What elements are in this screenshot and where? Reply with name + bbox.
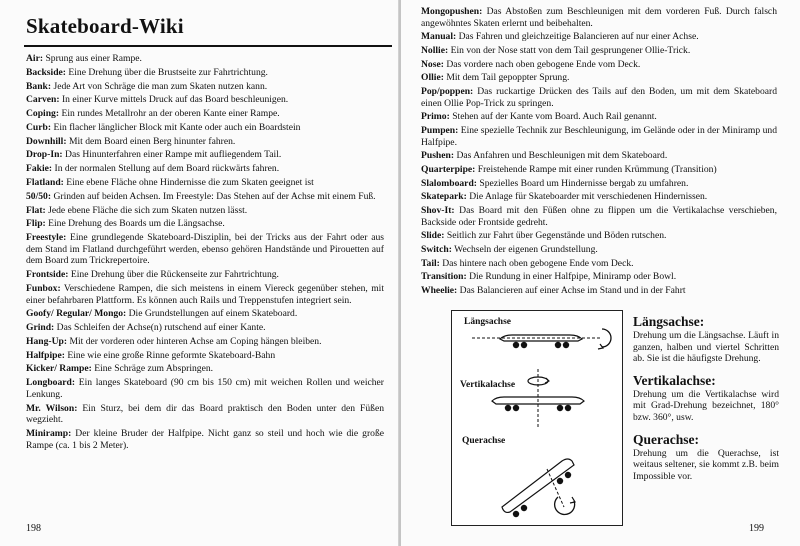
glossary-term: Coping: <box>26 108 60 120</box>
glossary-definition: Mit der vorderen oder hinteren Achse am Coping hängen bleiben. <box>69 335 322 347</box>
glossary-entry <box>26 283 384 306</box>
axis-text-vertical: Drehung um die Vertikalachse wird mit Grad-Drehung bezeichnet, 180° bzw. 360°, usw. <box>633 388 779 423</box>
glossary-term: Halfpipe: <box>26 349 65 361</box>
glossary-definition: Eine Drehung über die Rückenseite zur Fahrtrichtung. <box>70 269 279 281</box>
glossary-term: Funbox: <box>26 282 61 294</box>
longitudinal-axis-drawing <box>472 329 611 349</box>
glossary-term: Longboard: <box>26 377 76 389</box>
glossary-term: Frontside: <box>26 269 69 281</box>
rotation-axes-figure <box>451 310 623 526</box>
glossary-entry <box>421 164 777 176</box>
glossary-definition: Das Abstoßen zum Beschleunigen mit dem vorderen Fuß. Durch falsch angewöhntes Skaten erlernt und beibehalten. <box>421 6 777 29</box>
glossary-entry <box>421 31 777 43</box>
glossary-left <box>26 53 384 453</box>
glossary-entry <box>26 149 384 161</box>
glossary-term: Freestyle: <box>26 232 67 244</box>
glossary-definition: Eine Drehung des Boards um die Längsachse. <box>48 218 225 230</box>
glossary-entry <box>26 377 384 400</box>
glossary-entry <box>26 81 384 93</box>
glossary-definition: Das Hinunterfahren einer Rampe mit aufliegendem Tail. <box>65 149 282 161</box>
glossary-definition: Das ruckartige Drücken des Tails auf den Boden, um mit dem Skateboard einen Ollie Pop-Trick zu springen. <box>421 86 778 109</box>
glossary-entry <box>26 403 384 426</box>
glossary-entry <box>421 125 777 148</box>
glossary-definition: Eine spezielle Technik zur Beschleunigung, im Gelände oder in der Miniramp und Halfpipe. <box>421 125 777 148</box>
glossary-term: Slide: <box>421 230 445 242</box>
glossary-entry <box>26 322 384 334</box>
glossary-entry <box>26 205 384 217</box>
glossary-definition: Das Board mit den Füßen ohne zu flippen um die Vertikalachse verschieben, Backside oder Frontside gedreht. <box>421 205 777 228</box>
glossary-entry <box>26 94 384 106</box>
title-rule <box>24 45 392 47</box>
glossary-entry <box>26 363 384 375</box>
glossary-term: Backside: <box>26 66 66 78</box>
glossary-term: 50/50: <box>26 190 52 202</box>
glossary-definition: Ein flacher länglicher Block mit Kante oder auch ein Boardstein <box>53 121 301 133</box>
page-number-left: 198 <box>26 523 41 534</box>
glossary-entry <box>26 232 384 267</box>
glossary-entry <box>26 122 384 134</box>
glossary-definition: Mit dem Board einen Berg hinunter fahren. <box>68 135 236 147</box>
glossary-term: Kicker/ Rampe: <box>26 363 92 375</box>
glossary-term: Manual: <box>421 31 457 43</box>
glossary-definition: In der normalen Stellung auf dem Board rückwärts fahren. <box>54 163 280 175</box>
glossary-definition: Das Fahren und gleichzeitige Balancieren auf nur einer Achse. <box>458 31 699 43</box>
glossary-term: Air: <box>26 53 44 64</box>
glossary-term: Mr. Wilson: <box>26 402 78 414</box>
glossary-definition: Das Balancieren auf einer Achse im Stand und in der Fahrt <box>459 285 686 297</box>
glossary-term: Fakie: <box>26 163 53 175</box>
glossary-definition: Das hintere nach oben gebogene Ende vom Deck. <box>442 257 634 269</box>
glossary-entry <box>421 205 777 228</box>
glossary-definition: Eine grundlegende Skateboard-Disziplin, bei der Tricks aus der Fahrt oder aus dem Stand im Flatland durchgeführt werden, ebenso gehören Handstände und Pirouetten auf dem Board zum Trickrepertoire. <box>26 232 384 267</box>
glossary-term: Flip: <box>26 218 46 230</box>
axis-block-longitudinal <box>633 314 779 365</box>
right-page <box>401 0 800 546</box>
transverse-axis-drawing <box>502 459 575 517</box>
glossary-definition: Seitlich zur Fahrt über Gegenstände und Böden rutschen. <box>446 230 667 242</box>
glossary-term: Tail: <box>421 257 440 269</box>
glossary-definition: Die Anlage für Skateboarder mit verschiedenen Hindernissen. <box>469 191 708 203</box>
glossary-term: Skatepark: <box>421 191 467 203</box>
glossary-term: Transition: <box>421 271 467 283</box>
glossary-definition: Das vordere nach oben gebogene Ende vom Deck. <box>446 58 641 70</box>
glossary-term: Nollie: <box>421 44 449 56</box>
glossary-definition: Stehen auf der Kante vom Board. Auch Rail genannt. <box>452 111 657 123</box>
page-title: Skateboard-Wiki <box>26 14 184 38</box>
glossary-definition: Freistehende Rampe mit einer runden Krümmung (Transition) <box>477 163 717 175</box>
glossary-term: Bank: <box>26 80 52 92</box>
glossary-term: Hang-Up: <box>26 335 68 347</box>
glossary-entry <box>421 45 777 57</box>
glossary-term: Pushen: <box>421 150 455 162</box>
glossary-term: Ollie: <box>421 72 444 84</box>
glossary-entry <box>26 350 384 362</box>
glossary-entry <box>26 67 384 79</box>
axis-block-vertical <box>633 373 779 424</box>
glossary-term: Nose: <box>421 58 444 70</box>
glossary-term: Miniramp: <box>26 427 72 439</box>
glossary-term: Pumpen: <box>421 125 459 136</box>
glossary-term: Downhill: <box>26 135 67 147</box>
glossary-term: Mongopushen: <box>421 6 483 17</box>
glossary-definition: Eine Schräge zum Abspringen. <box>94 363 214 375</box>
glossary-definition: Das Anfahren und Beschleunigen mit dem Skateboard. <box>456 150 668 162</box>
glossary-term: Wheelie: <box>421 285 458 297</box>
glossary-definition: Sprung aus einer Rampe. <box>45 53 142 64</box>
glossary-entry <box>421 59 777 71</box>
glossary-definition: Mit dem Tail gepoppter Sprung. <box>446 72 570 84</box>
glossary-definition: Ein Sturz, bei dem dir das Board praktisch den Boden unter den Füßen wegzieht. <box>26 402 384 426</box>
glossary-definition: Jede ebene Fläche die sich zum Skaten nutzen lässt. <box>48 204 248 216</box>
figure-label-transverse: Querachse <box>462 436 506 446</box>
glossary-definition: Die Rundung in einer Halfpipe, Miniramp oder Bowl. <box>469 271 677 283</box>
left-page <box>0 0 399 546</box>
glossary-definition: Eine Drehung über die Brustseite zur Fahrtrichtung. <box>68 66 268 78</box>
glossary-entry <box>26 218 384 230</box>
glossary-term: Grind: <box>26 322 55 334</box>
glossary-entry <box>26 53 384 65</box>
glossary-definition: Die Grundstellungen auf einem Skateboard. <box>128 308 298 320</box>
glossary-term: Switch: <box>421 244 452 255</box>
glossary-entry <box>421 150 777 162</box>
glossary-term: Curb: <box>26 121 52 133</box>
glossary-term: Goofy/ Regular/ Mongo: <box>26 308 127 320</box>
glossary-entry <box>26 177 384 189</box>
glossary-entry <box>26 269 384 281</box>
glossary-term: Drop-In: <box>26 149 63 161</box>
axis-heading-vertical: Vertikalachse: <box>633 372 716 388</box>
glossary-term: Pop/poppen: <box>421 86 474 98</box>
glossary-entry <box>421 72 777 84</box>
glossary-term: Primo: <box>421 111 450 123</box>
glossary-definition: Wechseln der eigenen Grundstellung. <box>454 244 598 255</box>
axis-block-transverse <box>633 432 779 483</box>
glossary-entry <box>26 336 384 348</box>
axes-explanations <box>633 310 779 490</box>
glossary-entry <box>26 428 384 451</box>
glossary-entry <box>421 178 777 190</box>
glossary-definition: Eine wie eine große Rinne geformte Skateboard-Bahn <box>67 349 276 361</box>
glossary-entry <box>26 191 384 203</box>
skateboard-illustration <box>452 311 622 525</box>
glossary-entry <box>26 108 384 120</box>
glossary-term: Shov-It: <box>421 205 455 217</box>
glossary-entry <box>421 86 777 109</box>
glossary-entry <box>421 230 777 242</box>
glossary-definition: Grinden auf beiden Achsen. Im Freestyle: Das Stehen auf der Achse mit einem Fuß. <box>53 190 376 202</box>
glossary-entry <box>421 285 777 297</box>
axis-heading-transverse: Querachse: <box>633 431 699 447</box>
glossary-term: Slalomboard: <box>421 177 477 189</box>
glossary-definition: Ein langes Skateboard (90 cm bis 150 cm) mit weichen Rollen und weicher Lenkung. <box>26 377 384 400</box>
glossary-definition: Jede Art von Schräge die man zum Skaten nutzen kann. <box>53 80 268 92</box>
glossary-entry <box>26 136 384 148</box>
glossary-term: Flatland: <box>26 177 64 189</box>
glossary-term: Flat: <box>26 204 46 216</box>
glossary-entry <box>421 271 777 283</box>
vertical-axis-drawing <box>492 369 584 429</box>
axis-heading-longitudinal: Längsachse: <box>633 314 705 329</box>
glossary-definition: Ein von der Nose statt von dem Tail gesprungener Ollie-Trick. <box>450 44 691 56</box>
glossary-definition: In einer Kurve mittels Druck auf das Board beschleunigen. <box>61 94 289 106</box>
glossary-right <box>421 6 777 299</box>
glossary-definition: Ein rundes Metallrohr an der oberen Kante einer Rampe. <box>61 108 280 120</box>
glossary-definition: Das Schleifen der Achse(n) rutschend auf einer Kante. <box>56 322 266 334</box>
figure-label-vertical: Vertikalachse <box>460 380 516 390</box>
glossary-entry <box>421 191 777 203</box>
glossary-definition: Eine ebene Fläche ohne Hindernisse die zum Skaten geeignet ist <box>66 177 314 189</box>
axis-text-transverse: Drehung um die Querachse, ist weitaus seltener, sie kommt z.B. beim Impossible vor. <box>633 447 779 482</box>
glossary-term: Carven: <box>26 94 60 106</box>
glossary-definition: Verschiedene Rampen, die sich meistens in einem Viereck gegenüber stehen, mit einer befahrbaren Plattform. Es können auch Rails und Treppenstufen integriert sein. <box>26 282 384 306</box>
page-number-right: 199 <box>749 523 764 534</box>
axis-text-longitudinal: Drehung um die Längsachse. Läuft in ganzen, halben und viertel Schritten ab. Sie ist die häufigste Drehung. <box>633 330 779 365</box>
glossary-entry <box>421 6 777 29</box>
glossary-definition: Der kleine Bruder der Halfpipe. Nicht ganz so steil und hoch wie die große Rampe (ca. 1 bis 2 Meter). <box>26 427 384 451</box>
glossary-entry <box>26 308 384 320</box>
glossary-entry <box>421 111 777 123</box>
figure-label-longitudinal: Längsachse <box>464 317 511 327</box>
glossary-definition: Spezielles Board um Hindernisse bergab zu umfahren. <box>479 177 689 189</box>
glossary-term: Quarterpipe: <box>421 163 476 175</box>
glossary-entry <box>421 244 777 256</box>
glossary-entry <box>26 163 384 175</box>
glossary-entry <box>421 258 777 270</box>
